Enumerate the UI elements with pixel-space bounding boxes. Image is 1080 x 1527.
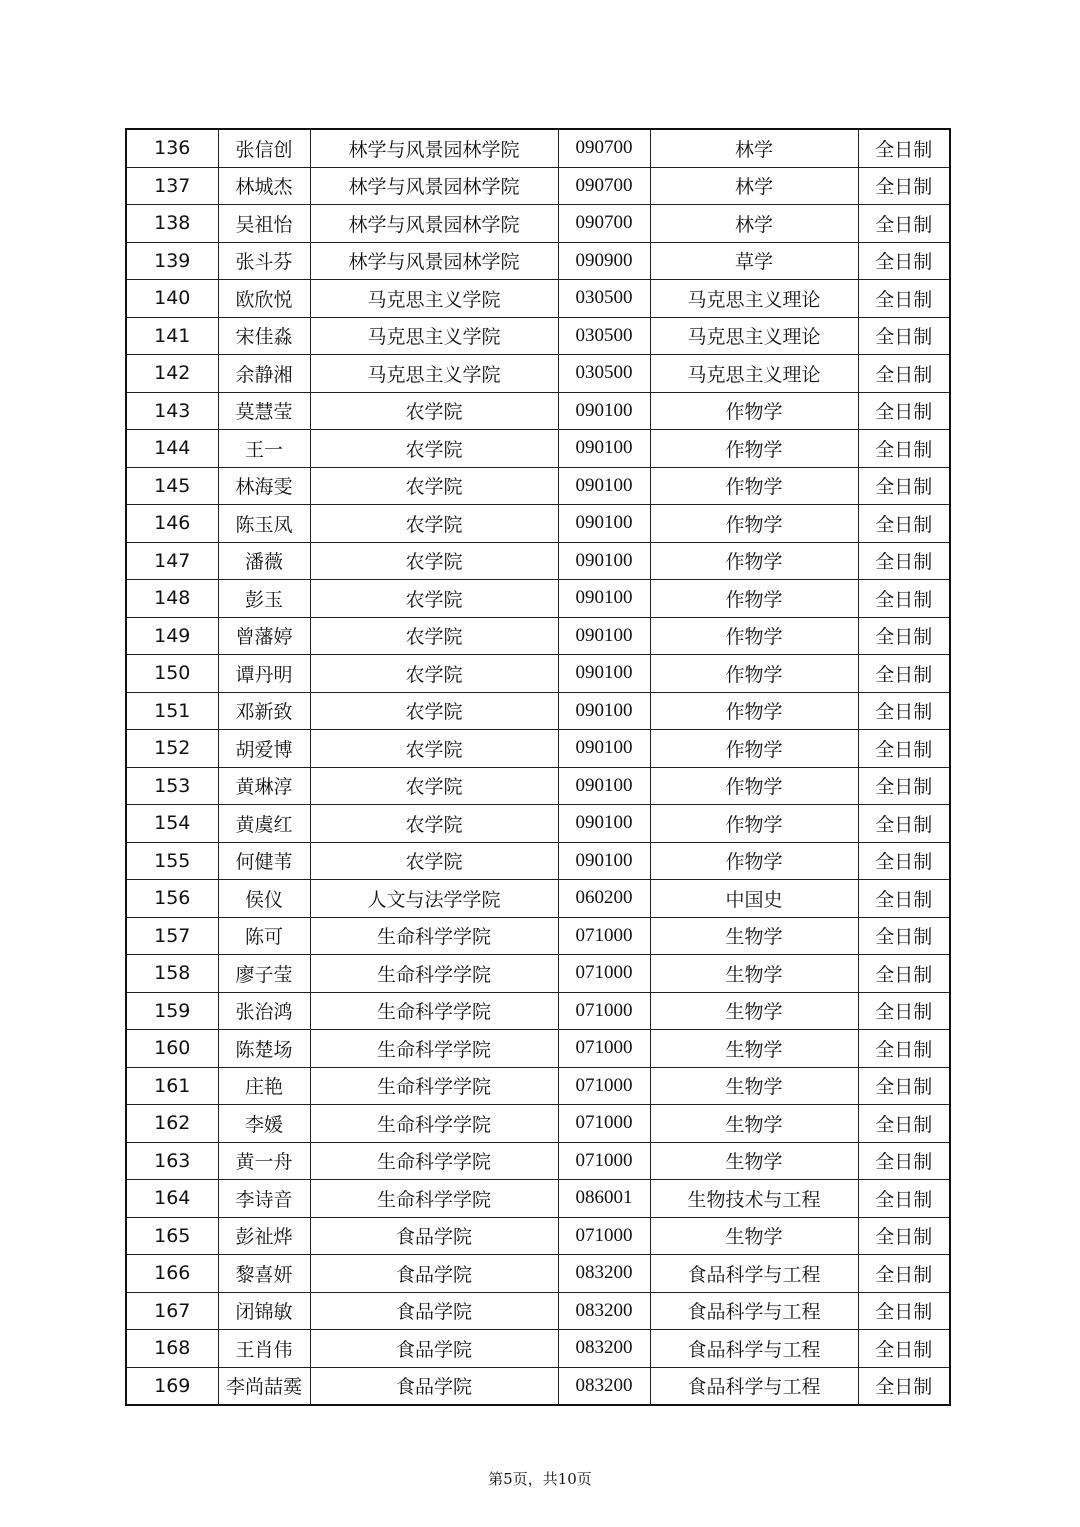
college-cell: 食品学院 [310, 1255, 558, 1293]
row-number-cell: 154 [126, 805, 218, 843]
major-name-cell: 马克思主义理论 [650, 355, 858, 393]
major-name-cell: 生物学 [650, 1217, 858, 1255]
college-cell: 食品学院 [310, 1292, 558, 1330]
table-row [126, 1030, 950, 1068]
study-mode-cell: 全日制 [858, 1217, 950, 1255]
table-row [126, 129, 950, 167]
table-row [126, 1330, 950, 1368]
page-footer: 第5页，共10页 [488, 1470, 592, 1488]
table-row [126, 767, 950, 805]
college-cell: 林学与风景园林学院 [310, 167, 558, 205]
table-row [126, 1367, 950, 1405]
major-name-cell: 食品科学与工程 [650, 1255, 858, 1293]
student-name-cell: 邓新致 [218, 692, 310, 730]
college-cell: 食品学院 [310, 1367, 558, 1405]
major-name-cell: 作物学 [650, 505, 858, 543]
major-code-cell: 071000 [558, 992, 650, 1030]
major-name-cell: 生物学 [650, 992, 858, 1030]
major-code-cell: 071000 [558, 1217, 650, 1255]
student-name-cell: 欧欣悦 [218, 280, 310, 318]
college-cell: 食品学院 [310, 1217, 558, 1255]
student-name-cell: 黄琳淳 [218, 767, 310, 805]
table-row [126, 1217, 950, 1255]
college-cell: 农学院 [310, 767, 558, 805]
major-code-cell: 090700 [558, 167, 650, 205]
major-code-cell: 090100 [558, 430, 650, 468]
study-mode-cell: 全日制 [858, 917, 950, 955]
student-name-cell: 闭锦敏 [218, 1292, 310, 1330]
row-number-cell: 165 [126, 1217, 218, 1255]
college-cell: 农学院 [310, 505, 558, 543]
table-row [126, 317, 950, 355]
row-number-cell: 158 [126, 955, 218, 993]
study-mode-cell: 全日制 [858, 1105, 950, 1143]
student-name-cell: 张信创 [218, 129, 310, 167]
row-number-cell: 150 [126, 655, 218, 693]
table-row [126, 655, 950, 693]
college-cell: 农学院 [310, 467, 558, 505]
major-code-cell: 071000 [558, 917, 650, 955]
major-code-cell: 090100 [558, 505, 650, 543]
college-cell: 食品学院 [310, 1330, 558, 1368]
student-name-cell: 莫慧莹 [218, 392, 310, 430]
major-name-cell: 作物学 [650, 392, 858, 430]
major-code-cell: 030500 [558, 317, 650, 355]
major-code-cell: 090100 [558, 805, 650, 843]
table-row [126, 617, 950, 655]
college-cell: 生命科学学院 [310, 1180, 558, 1218]
table-row [126, 1067, 950, 1105]
major-name-cell: 作物学 [650, 730, 858, 768]
major-name-cell: 生物学 [650, 1142, 858, 1180]
major-name-cell: 生物学 [650, 1030, 858, 1068]
row-number-cell: 159 [126, 992, 218, 1030]
major-name-cell: 食品科学与工程 [650, 1367, 858, 1405]
study-mode-cell: 全日制 [858, 1180, 950, 1218]
college-cell: 生命科学学院 [310, 1105, 558, 1143]
college-cell: 林学与风景园林学院 [310, 205, 558, 243]
major-code-cell: 071000 [558, 1030, 650, 1068]
major-code-cell: 060200 [558, 880, 650, 918]
table-row [126, 692, 950, 730]
table-row [126, 880, 950, 918]
student-name-cell: 彭玉 [218, 580, 310, 618]
row-number-cell: 169 [126, 1367, 218, 1405]
major-name-cell: 食品科学与工程 [650, 1292, 858, 1330]
study-mode-cell: 全日制 [858, 129, 950, 167]
student-name-cell: 侯仪 [218, 880, 310, 918]
major-name-cell: 食品科学与工程 [650, 1330, 858, 1368]
row-number-cell: 136 [126, 129, 218, 167]
major-name-cell: 林学 [650, 129, 858, 167]
table-row [126, 1292, 950, 1330]
table-row [126, 280, 950, 318]
admission-list-body [126, 129, 950, 1405]
major-code-cell: 071000 [558, 955, 650, 993]
major-name-cell: 生物学 [650, 1105, 858, 1143]
student-name-cell: 张斗芬 [218, 242, 310, 280]
table-row [126, 355, 950, 393]
major-name-cell: 林学 [650, 205, 858, 243]
study-mode-cell: 全日制 [858, 580, 950, 618]
major-code-cell: 071000 [558, 1105, 650, 1143]
major-name-cell: 作物学 [650, 430, 858, 468]
college-cell: 生命科学学院 [310, 955, 558, 993]
major-name-cell: 作物学 [650, 692, 858, 730]
college-cell: 农学院 [310, 392, 558, 430]
table-row [126, 167, 950, 205]
study-mode-cell: 全日制 [858, 842, 950, 880]
study-mode-cell: 全日制 [858, 955, 950, 993]
student-name-cell: 吴祖怡 [218, 205, 310, 243]
college-cell: 林学与风景园林学院 [310, 129, 558, 167]
table-row [126, 1255, 950, 1293]
college-cell: 马克思主义学院 [310, 280, 558, 318]
major-code-cell: 090700 [558, 129, 650, 167]
major-code-cell: 090100 [558, 467, 650, 505]
row-number-cell: 144 [126, 430, 218, 468]
student-name-cell: 张治鸿 [218, 992, 310, 1030]
table-row [126, 805, 950, 843]
college-cell: 生命科学学院 [310, 992, 558, 1030]
study-mode-cell: 全日制 [858, 805, 950, 843]
row-number-cell: 162 [126, 1105, 218, 1143]
major-name-cell: 马克思主义理论 [650, 317, 858, 355]
student-name-cell: 谭丹明 [218, 655, 310, 693]
row-number-cell: 164 [126, 1180, 218, 1218]
college-cell: 生命科学学院 [310, 1142, 558, 1180]
major-code-cell: 090700 [558, 205, 650, 243]
row-number-cell: 155 [126, 842, 218, 880]
student-name-cell: 林城杰 [218, 167, 310, 205]
student-name-cell: 何健苇 [218, 842, 310, 880]
table-row [126, 392, 950, 430]
row-number-cell: 167 [126, 1292, 218, 1330]
table-row [126, 955, 950, 993]
study-mode-cell: 全日制 [858, 392, 950, 430]
major-name-cell: 作物学 [650, 542, 858, 580]
major-name-cell: 马克思主义理论 [650, 280, 858, 318]
college-cell: 农学院 [310, 617, 558, 655]
row-number-cell: 153 [126, 767, 218, 805]
college-cell: 生命科学学院 [310, 1067, 558, 1105]
row-number-cell: 152 [126, 730, 218, 768]
major-name-cell: 作物学 [650, 467, 858, 505]
college-cell: 农学院 [310, 655, 558, 693]
major-code-cell: 090100 [558, 392, 650, 430]
row-number-cell: 166 [126, 1255, 218, 1293]
study-mode-cell: 全日制 [858, 505, 950, 543]
table-row [126, 1142, 950, 1180]
major-code-cell: 090100 [558, 542, 650, 580]
major-name-cell: 中国史 [650, 880, 858, 918]
student-name-cell: 李诗音 [218, 1180, 310, 1218]
college-cell: 农学院 [310, 842, 558, 880]
row-number-cell: 160 [126, 1030, 218, 1068]
row-number-cell: 145 [126, 467, 218, 505]
study-mode-cell: 全日制 [858, 317, 950, 355]
major-code-cell: 030500 [558, 355, 650, 393]
college-cell: 马克思主义学院 [310, 317, 558, 355]
major-name-cell: 生物技术与工程 [650, 1180, 858, 1218]
student-name-cell: 黎喜妍 [218, 1255, 310, 1293]
table-row [126, 242, 950, 280]
row-number-cell: 148 [126, 580, 218, 618]
college-cell: 农学院 [310, 430, 558, 468]
major-code-cell: 071000 [558, 1142, 650, 1180]
student-name-cell: 胡爱博 [218, 730, 310, 768]
major-code-cell: 083200 [558, 1367, 650, 1405]
major-code-cell: 090100 [558, 730, 650, 768]
row-number-cell: 147 [126, 542, 218, 580]
college-cell: 林学与风景园林学院 [310, 242, 558, 280]
study-mode-cell: 全日制 [858, 1030, 950, 1068]
major-code-cell: 090100 [558, 767, 650, 805]
student-name-cell: 余静湘 [218, 355, 310, 393]
row-number-cell: 141 [126, 317, 218, 355]
study-mode-cell: 全日制 [858, 692, 950, 730]
study-mode-cell: 全日制 [858, 992, 950, 1030]
college-cell: 农学院 [310, 730, 558, 768]
table-row [126, 430, 950, 468]
table-row [126, 580, 950, 618]
student-name-cell: 陈可 [218, 917, 310, 955]
study-mode-cell: 全日制 [858, 767, 950, 805]
college-cell: 农学院 [310, 805, 558, 843]
college-cell: 人文与法学学院 [310, 880, 558, 918]
major-name-cell: 作物学 [650, 805, 858, 843]
study-mode-cell: 全日制 [858, 430, 950, 468]
college-cell: 马克思主义学院 [310, 355, 558, 393]
major-code-cell: 090100 [558, 692, 650, 730]
study-mode-cell: 全日制 [858, 730, 950, 768]
student-name-cell: 李尚喆霙 [218, 1367, 310, 1405]
study-mode-cell: 全日制 [858, 1367, 950, 1405]
row-number-cell: 142 [126, 355, 218, 393]
table-row [126, 1180, 950, 1218]
student-name-cell: 王一 [218, 430, 310, 468]
student-name-cell: 林海雯 [218, 467, 310, 505]
major-name-cell: 作物学 [650, 655, 858, 693]
table-row [126, 917, 950, 955]
row-number-cell: 137 [126, 167, 218, 205]
study-mode-cell: 全日制 [858, 242, 950, 280]
row-number-cell: 156 [126, 880, 218, 918]
study-mode-cell: 全日制 [858, 467, 950, 505]
row-number-cell: 151 [126, 692, 218, 730]
row-number-cell: 139 [126, 242, 218, 280]
major-name-cell: 生物学 [650, 1067, 858, 1105]
study-mode-cell: 全日制 [858, 542, 950, 580]
study-mode-cell: 全日制 [858, 280, 950, 318]
row-number-cell: 168 [126, 1330, 218, 1368]
student-name-cell: 廖子莹 [218, 955, 310, 993]
student-name-cell: 宋佳淼 [218, 317, 310, 355]
study-mode-cell: 全日制 [858, 655, 950, 693]
major-name-cell: 草学 [650, 242, 858, 280]
row-number-cell: 140 [126, 280, 218, 318]
major-name-cell: 生物学 [650, 955, 858, 993]
study-mode-cell: 全日制 [858, 1330, 950, 1368]
study-mode-cell: 全日制 [858, 1292, 950, 1330]
study-mode-cell: 全日制 [858, 355, 950, 393]
row-number-cell: 146 [126, 505, 218, 543]
row-number-cell: 161 [126, 1067, 218, 1105]
study-mode-cell: 全日制 [858, 1142, 950, 1180]
major-name-cell: 作物学 [650, 767, 858, 805]
major-name-cell: 林学 [650, 167, 858, 205]
row-number-cell: 157 [126, 917, 218, 955]
major-code-cell: 090100 [558, 655, 650, 693]
table-row [126, 467, 950, 505]
major-name-cell: 作物学 [650, 842, 858, 880]
major-code-cell: 071000 [558, 1067, 650, 1105]
major-name-cell: 作物学 [650, 580, 858, 618]
college-cell: 生命科学学院 [310, 1030, 558, 1068]
major-code-cell: 090100 [558, 580, 650, 618]
major-code-cell: 030500 [558, 280, 650, 318]
college-cell: 生命科学学院 [310, 917, 558, 955]
major-code-cell: 090100 [558, 842, 650, 880]
row-number-cell: 163 [126, 1142, 218, 1180]
student-name-cell: 李媛 [218, 1105, 310, 1143]
student-name-cell: 彭祉烨 [218, 1217, 310, 1255]
table-row [126, 542, 950, 580]
study-mode-cell: 全日制 [858, 205, 950, 243]
major-code-cell: 083200 [558, 1330, 650, 1368]
table-row [126, 992, 950, 1030]
study-mode-cell: 全日制 [858, 617, 950, 655]
student-name-cell: 陈玉凤 [218, 505, 310, 543]
study-mode-cell: 全日制 [858, 1067, 950, 1105]
table-row [126, 842, 950, 880]
study-mode-cell: 全日制 [858, 880, 950, 918]
row-number-cell: 143 [126, 392, 218, 430]
table-row [126, 1105, 950, 1143]
college-cell: 农学院 [310, 692, 558, 730]
student-name-cell: 黄虞红 [218, 805, 310, 843]
major-code-cell: 086001 [558, 1180, 650, 1218]
study-mode-cell: 全日制 [858, 1255, 950, 1293]
study-mode-cell: 全日制 [858, 167, 950, 205]
student-name-cell: 陈楚场 [218, 1030, 310, 1068]
major-name-cell: 作物学 [650, 617, 858, 655]
college-cell: 农学院 [310, 580, 558, 618]
table-row [126, 730, 950, 768]
major-code-cell: 090900 [558, 242, 650, 280]
student-name-cell: 曾藩婷 [218, 617, 310, 655]
college-cell: 农学院 [310, 542, 558, 580]
table-row [126, 505, 950, 543]
student-name-cell: 黄一舟 [218, 1142, 310, 1180]
major-name-cell: 生物学 [650, 917, 858, 955]
student-name-cell: 庄艳 [218, 1067, 310, 1105]
major-code-cell: 083200 [558, 1255, 650, 1293]
row-number-cell: 138 [126, 205, 218, 243]
row-number-cell: 149 [126, 617, 218, 655]
admission-list-table [125, 128, 951, 1406]
student-name-cell: 王肖伟 [218, 1330, 310, 1368]
major-code-cell: 090100 [558, 617, 650, 655]
major-code-cell: 083200 [558, 1292, 650, 1330]
table-row [126, 205, 950, 243]
student-name-cell: 潘薇 [218, 542, 310, 580]
